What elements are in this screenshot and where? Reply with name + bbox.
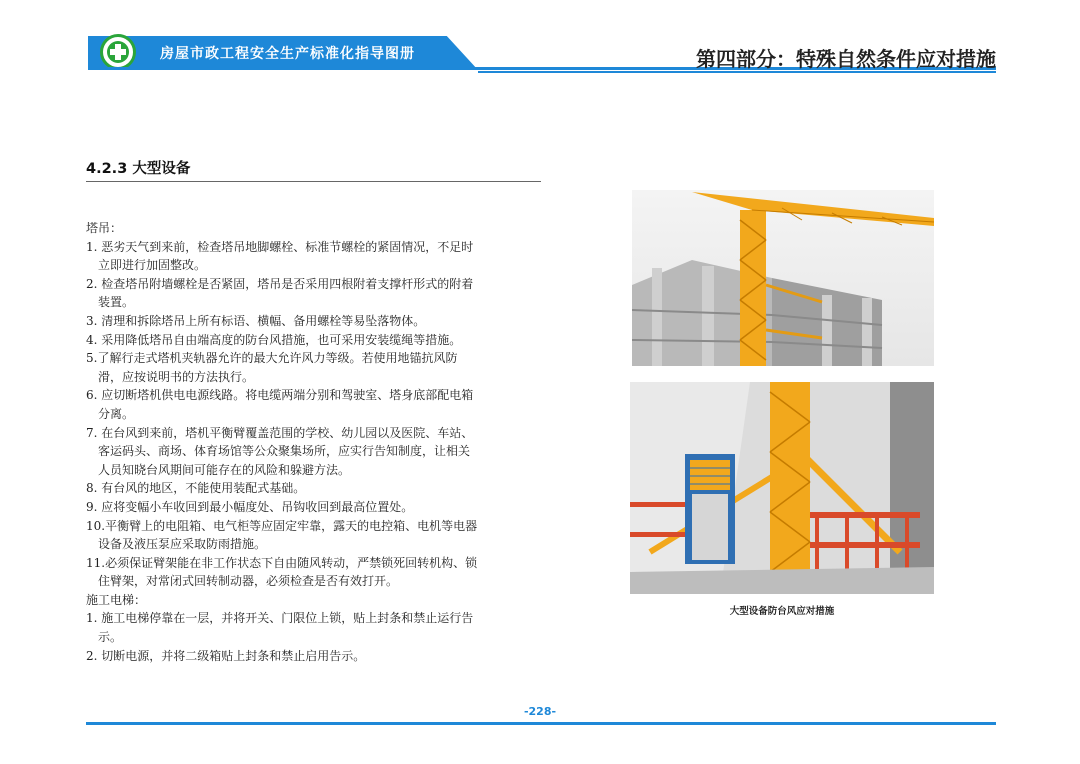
safety-cross-icon (106, 40, 130, 64)
body-text (86, 219, 556, 665)
footer-rule (86, 722, 996, 725)
text-line: 装置。 (98, 295, 135, 310)
text-line: 1. 施工电梯停靠在一层，并将开关、门限位上锁，贴上封条和禁止运行告 (86, 611, 474, 626)
text-line: 分离。 (98, 406, 135, 421)
heading-divider (86, 181, 541, 182)
construction-hoist-illustration (630, 382, 934, 594)
subsection-heading: 4.2.3 大型设备 (86, 161, 191, 177)
text-line: 10.平衡臂上的电阻箱、电气柜等应固定牢靠，露天的电控箱、电机等电器 (86, 518, 478, 533)
text-line: 1. 恶劣天气到来前，检查塔吊地脚螺栓、标准节螺栓的紧固情况，不足时 (86, 239, 474, 254)
safety-logo (100, 34, 136, 70)
figure-caption: 大型设备防台风应对措施 (729, 606, 835, 617)
text-line: 9. 应将变幅小车收回到最小幅度处、吊钩收回到最高位置处。 (86, 499, 414, 514)
text-line: 6. 应切断塔机供电电源线路。将电缆两端分别和驾驶室、塔身底部配电箱 (86, 388, 474, 403)
section-title: 第四部分：特殊自然条件应对措施 (696, 47, 996, 71)
page-number: -228- (523, 705, 557, 718)
tower-crane-illustration (632, 190, 934, 366)
text-line: 2. 检查塔吊附墙螺栓是否紧固，塔吊是否采用四根附着支撑杆形式的附着 (86, 276, 474, 291)
text-line: 客运码头、商场、体育场馆等公众聚集场所，应实行告知制度，让相关 (98, 444, 471, 459)
text-line: 住臂架，对常闭式回转制动器，必须检查是否有效打开。 (98, 574, 399, 589)
text-line: 7. 在台风到来前，塔机平衡臂覆盖范围的学校、幼儿园以及医院、车站、 (86, 425, 474, 440)
booklet-title: 房屋市政工程安全生产标准化指导图册 (160, 46, 415, 62)
text-line: 滑，应按说明书的方法执行。 (98, 369, 255, 384)
text-line: 4. 采用降低塔吊自由端高度的防台风措施，也可采用安装缆绳等措施。 (86, 332, 462, 347)
text-line: 示。 (98, 630, 123, 645)
text-line: 施工电梯： (86, 592, 147, 607)
text-line: 人员知晓台风期间可能存在的风险和躲避方法。 (98, 462, 351, 477)
text-line: 5.了解行走式塔机夹轨器允许的最大允许风力等级。若使用地锚抗风防 (86, 351, 458, 366)
text-line: 2. 切断电源，并将二级箱贴上封条和禁止启用告示。 (86, 648, 366, 663)
text-line: 塔吊： (86, 221, 123, 235)
text-line: 立即进行加固整改。 (98, 258, 207, 273)
text-line: 3. 清理和拆除塔吊上所有标语、横幅、备用螺栓等易坠落物体。 (86, 313, 426, 328)
text-line: 11.必须保证臂架能在非工作状态下自由随风转动，严禁锁死回转机构、锁 (86, 555, 478, 570)
text-line: 设备及液压泵应采取防雨措施。 (98, 537, 267, 552)
text-line: 8. 有台风的地区，不能使用装配式基础。 (86, 481, 306, 496)
